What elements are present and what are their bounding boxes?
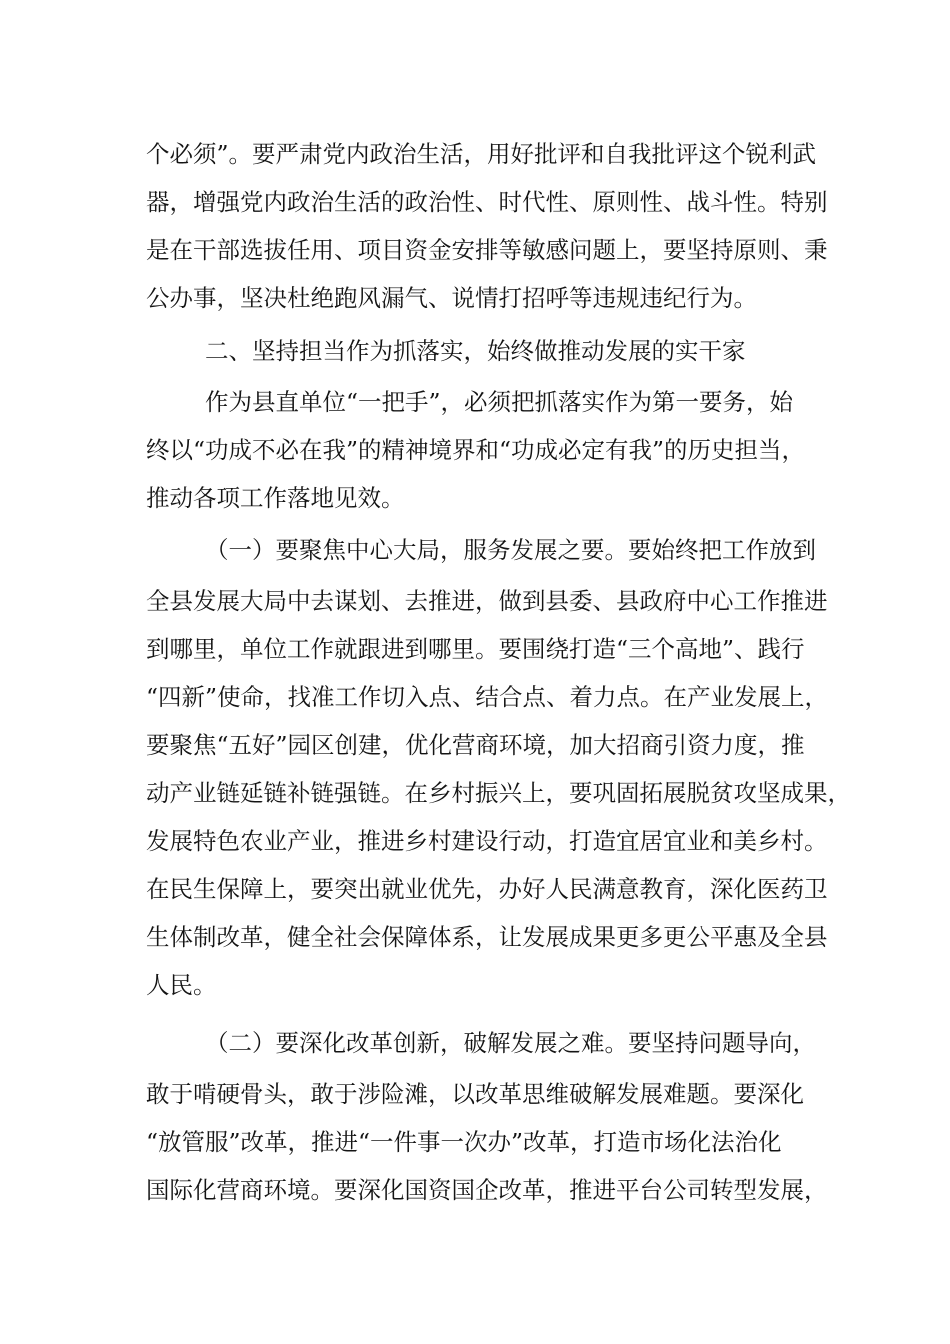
text-line: “放管服”改革，推进“一件事一次办”改革，打造市场化法治化 (146, 1128, 782, 1156)
text-line: 生体制改革，健全社会保障体系，让发展成果更多更公平惠及全县 (146, 923, 828, 951)
subsection-heading: （二）要深化改革创新，破解发展之难。要坚持问题导向， (205, 1029, 816, 1057)
text-line: 要聚焦“五好”园区创建，优化营商环境，加大招商引资力度，推 (146, 731, 805, 759)
text-line: “四新”使命，找准工作切入点、结合点、着力点。在产业发展上， (146, 683, 829, 711)
text-line: 个必须”。要严肃党内政治生活，用好批评和自我批评这个锐利武 (146, 140, 817, 168)
text-line: 国际化营商环境。要深化国资国企改革，推进平台公司转型发展， (146, 1176, 828, 1204)
text-line: 全县发展大局中去谋划、去推进，做到县委、县政府中心工作推进 (146, 587, 828, 615)
subsection-heading: （一）要聚焦中心大局，服务发展之要。要始终把工作放到 (205, 536, 816, 564)
text-line: 是在干部选拔任用、项目资金安排等敏感问题上，要坚持原则、秉 (146, 236, 828, 264)
text-line: 公办事，坚决杜绝跑风漏气、说情打招呼等违规违纪行为。 (146, 284, 757, 312)
text-line: 推动各项工作落地见效。 (146, 484, 405, 512)
text-line: 作为县直单位“一把手”，必须把抓落实作为第一要务，始 (205, 388, 794, 416)
text-line: 敢于啃硬骨头，敢于涉险滩，以改革思维破解发展难题。要深化 (146, 1080, 804, 1108)
text-line: 动产业链延链补链强链。在乡村振兴上，要巩固拓展脱贫攻坚成果， (146, 779, 851, 807)
text-line: 发展特色农业产业，推进乡村建设行动，打造宜居宜业和美乡村。 (146, 827, 828, 855)
text-line: 到哪里，单位工作就跟进到哪里。要围绕打造“三个高地”、践行 (146, 635, 805, 663)
text-line: 人民。 (146, 971, 217, 999)
text-line: 器，增强党内政治生活的政治性、时代性、原则性、战斗性。特别 (146, 188, 828, 216)
text-line: 在民生保障上，要突出就业优先，办好人民满意教育，深化医药卫 (146, 875, 828, 903)
text-line: 终以“功成不必在我”的精神境界和“功成必定有我”的历史担当， (146, 436, 806, 464)
section-heading: 二、坚持担当作为抓落实，始终做推动发展的实干家 (205, 337, 746, 365)
